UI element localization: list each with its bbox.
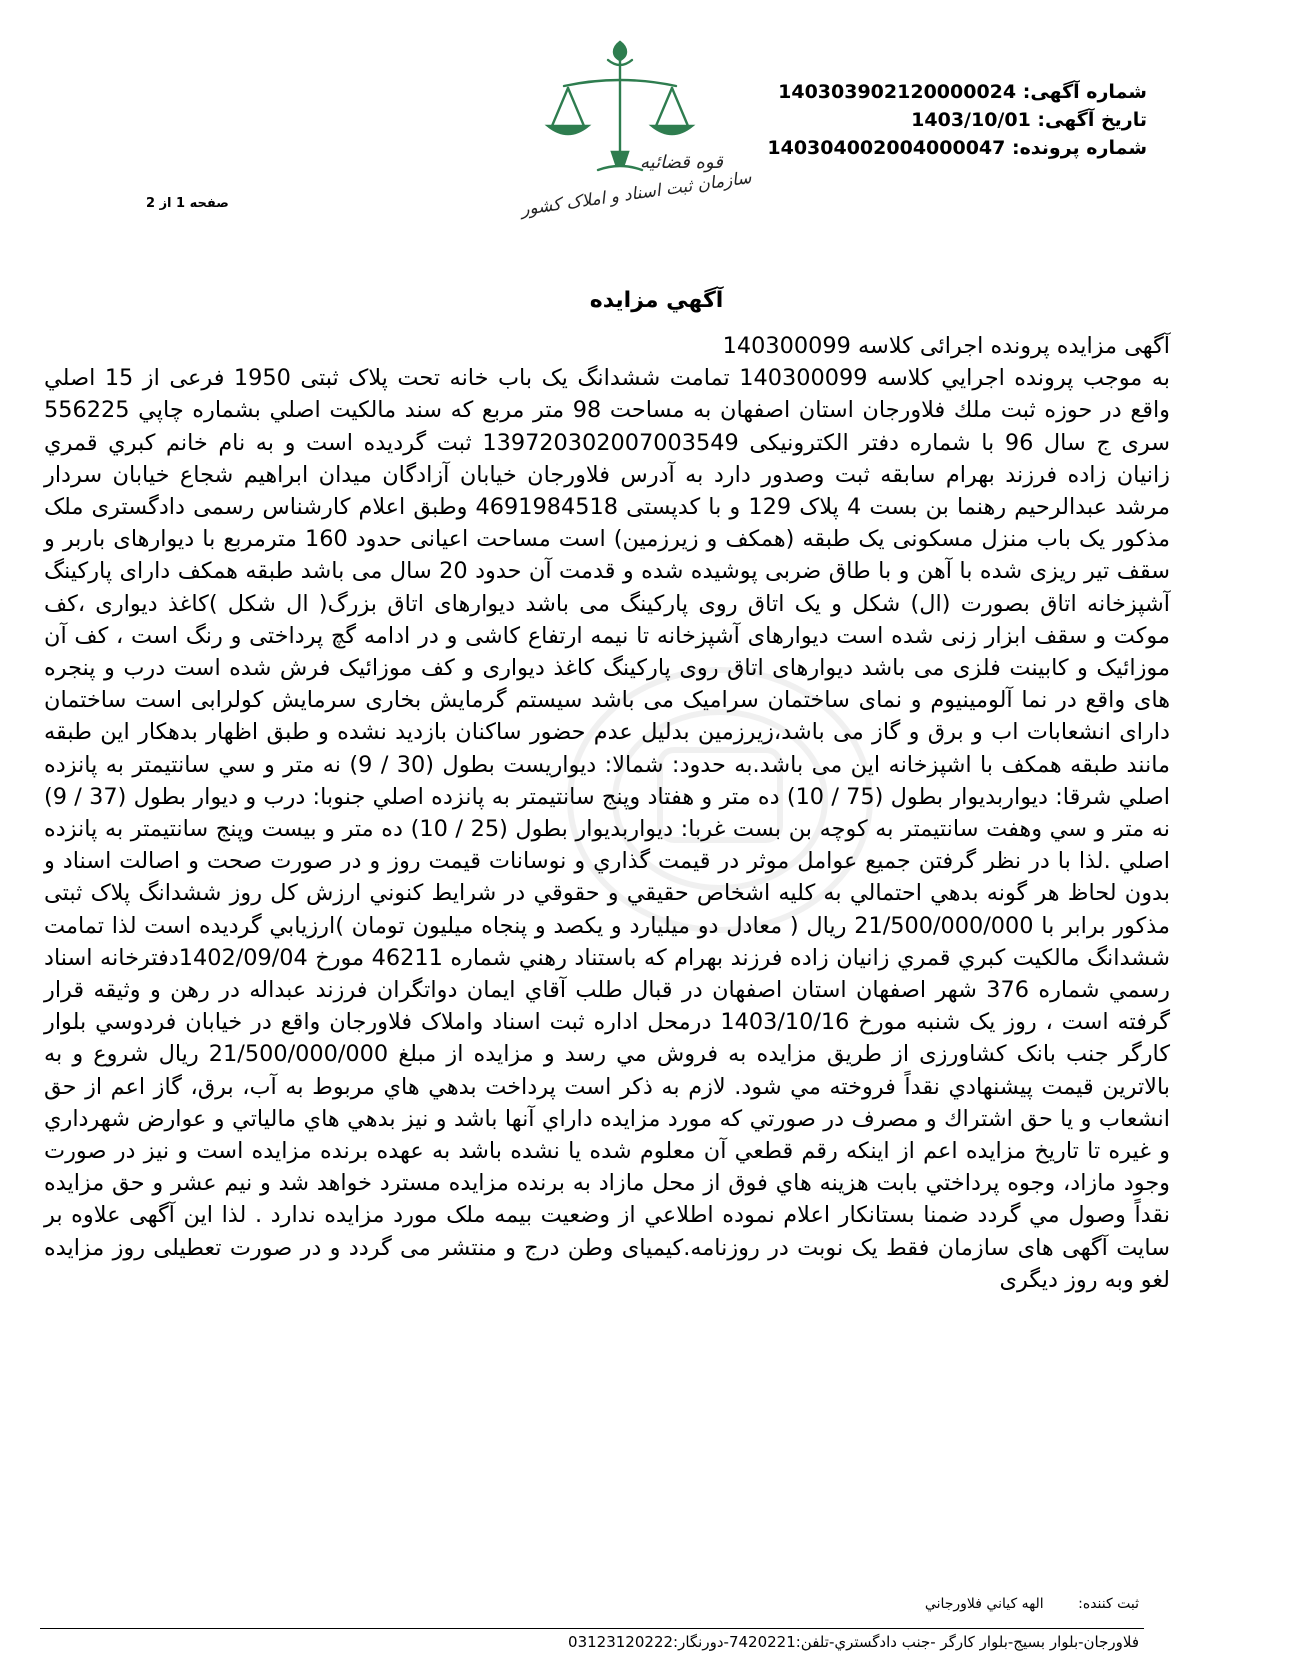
notice-heading-line: آگهی مزایده پرونده اجرائی کلاسه 140300099: [722, 333, 1170, 359]
notice-number-label: شماره آگهی:: [1022, 81, 1147, 103]
notice-date-row: [727, 106, 1147, 134]
case-number-row: [727, 134, 1147, 162]
signer-name: الهه كياني فلاورجاني: [924, 1596, 1044, 1612]
signer: [925, 1596, 1139, 1612]
notice-date-label: تاریخ آگهی:: [1037, 109, 1147, 131]
notice-paragraph: به موجب پرونده اجرايي كلاسه 140300099 تمامت ششدانگ یک باب خانه تحت پلاک ثبتی 1950 فرعی از 15 اصلي واقع در حوزه ثبت ملك فلاورجان استان اصفهان به مساحت 98 متر مربع كه سند مالكيت اصلي بشماره چاپي 556225 سری ج سال 96 با شماره دفتر الکترونیکی 139720302007003549 ثبت گرديده است و به نام خانم كبري قمري زانیان زاده فرزند بهرام سابقه ثبت وصدور دارد به آدرس فلاورجان خیابان آزادگان میدان ابراهیم شجاع خیابان سردار مرشد عبدالرحیم رهنما بن بست 4 پلاک 129 و با کدپستی 4691984518 وطبق اعلام کارشناس رسمی دادگستری ملک مذکور یک باب منزل مسکونی یک طبقه (همکف و زیرزمین) است مساحت اعیانی حدود 160 مترمربع با دیوارهای باربر و سقف تیر ریزی شده با آهن و با طاق ضربی پوشیده شده و قدمت آن حدود 20 سال می باشد طبقه همکف دارای پارکینگ آشپزخانه اتاق بصورت (ال) شکل و یک اتاق روی پارکینگ می باشد دیوارهای اتاق بزرگ( ال شکل )کاغذ دیواری ،کف موکت و سقف ابزار زنی شده است دیوارهای آشپزخانه تا نیمه ارتفاع کاشی و در ادامه گچ پرداختی و رنگ است ، کف آن موزائیک و کابینت فلزی می باشد دیوارهای اتاق روی پارکینگ کاغذ دیواری و کف موزائیک فرش شده است درب و پنجره های واقع در نما آلومینیوم و نمای ساختمان سرامیک می باشد سیستم گرمایش بخاری سرمایش کولرابی است ساختمان دارای انشعابات اب و برق و گاز می باشد،زیرزمین بدلیل عدم حضور ساکنان بازدید نشده و طبق اظهار بدهکار این طبقه مانند طبقه همکف با اشپزخانه این می باشد.به حدود: شمالا: دیواریست بطول (30 / 9) نه متر و سي سانتيمتر به پانزده اصلي شرقا: ديواربديوار بطول (75 / 10) ده متر و هفتاد وپنج سانتیمتر به پانزده اصلي جنوبا: درب و ديوار بطول (37 / 9) نه متر و سي وهفت سانتيمتر به كوچه بن بست غربا: ديواربديوار بطول (25 / 10) ده متر و بيست وپنج سانتيمتر به پانزده اصلي .لذا با در نظر گرفتن جميع عوامل موثر در قيمت گذاري و نوسانات قيمت روز و در صورت صحت و اصالت اسناد و بدون لحاظ هر گونه بدهي احتمالي به كليه اشخاص حقيقي و حقوقي در شرايط كنوني ارزش كل روز ششدانگ پلاک ثبتی مذكور برابر با 21/500/000/000 ريال ( معادل دو ميليارد و يكصد و پنجاه ميليون تومان )ارزيابي گرديده است لذا تمامت ششدانگ مالكيت كبري قمري زانیان زاده فرزند بهرام كه باستناد رهني شماره 46211 مورخ 1402/09/04دفترخانه اسناد رسمي شماره 376 شهر اصفهان استان اصفهان در قبال طلب آقاي ايمان دواتگران فرزند عبداله در رهن و وثیقه قرار گرفته است ، روز يک شنبه مورخ 1403/10/16 درمحل اداره ثبت اسناد واملاک فلاورجان واقع در خيابان فردوسي بلوار کارگر جنب بانک کشاورزی از طريق مزايده به فروش مي رسد و مزايده از مبلغ 21/500/000/000 ريال شروع و به بالاترين قيمت پيشنهادي نقداً فروخته مي شود. لازم به ذكر است پرداخت بدهي هاي مربوط به آب، برق، گاز اعم از حق انشعاب و يا حق اشتراك و مصرف در صورتي كه مورد مزايده داراي آنها باشد و نيز بدهي هاي مالياتي و عوارض شهرداري و غيره تا تاريخ مزايده اعم از اينكه رقم قطعي آن معلوم شده يا نشده باشد به عهده برنده مزايده است و نيز در صورت وجود مازاد، وجوه پرداختي بابت هزينه هاي فوق از محل مازاد به برنده مزايده مسترد خواهد شد و نيم عشر و حق مزايده نقداً وصول مي گردد ضمنا بستانكار اعلام نموده اطلاعي از وضعيت بيمه ملک مورد مزايده ندارد . لذا این آگهی علاوه بر سایت آگهی های سازمان فقط یک نوبت در روزنامه.کیمیای وطن درج و منتشر می گردد و در صورت تعطیلی روز مزایده لغو وبه روز دیگری: [44, 365, 1171, 1293]
document-title: آگهي مزايده: [589, 288, 724, 313]
notice-number: 140303902120000024: [778, 81, 1017, 103]
notice-meta: [727, 78, 1147, 162]
page-number: صفحه 1 از 2: [146, 196, 229, 211]
office-address: فلاورجان-بلوار بسيج-بلوار كارگر -جنب دادگستري-تلفن:7420221-دورنگار:03123120222: [568, 1633, 1139, 1651]
notice-body: [44, 330, 1170, 1296]
footer-divider: [40, 1628, 1144, 1629]
signer-label: ثبت کننده:: [1078, 1596, 1139, 1612]
notice-date: 1403/10/01: [911, 109, 1031, 131]
notice-number-row: [727, 78, 1147, 106]
case-number-label: شماره پرونده:: [1011, 137, 1147, 159]
case-number: 140304002004000047: [767, 137, 1006, 159]
org-line-registration: سازمان ثبت اسناد و املاک کشور: [519, 167, 753, 221]
org-line-judiciary: قوه قضائیه: [640, 152, 723, 173]
